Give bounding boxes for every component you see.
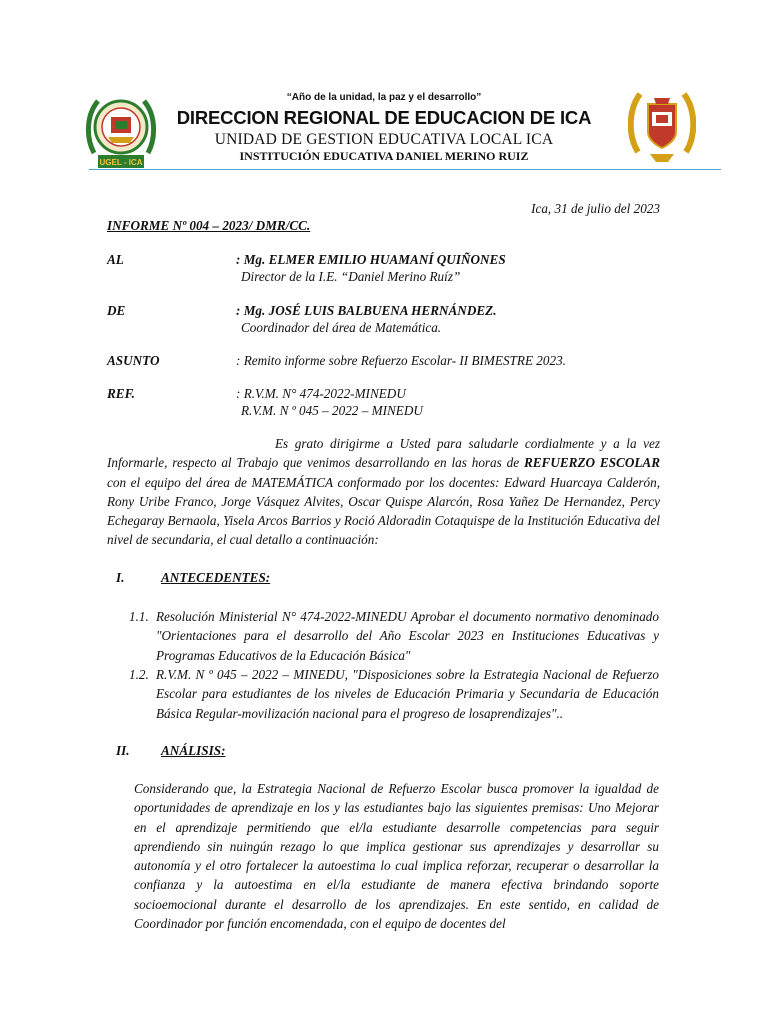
item-1-1-text: Resolución Ministerial N° 474-2022-MINEDU Aprobar el documento normativo denominado "Orientaciones para el desarrollo del Año Escolar 2023 en Instituciones Educativas y Programas Educativos de la Educación Básica" [156, 609, 659, 663]
analysis-paragraph: Considerando que, la Estrategia Nacional de Refuerzo Escolar busca promover la igualdad de oportunidades de aprendizaje en los y las estudiantes bajo las siguientes premisas: Uno Mejorar en el aprendizaje permitiendo que el/la estudiante desarrolle competencias para seguir aprendiendo sin nuingún rezago lo que implica gestionar sus aprendizajes y desarrollar su autonomía y el otro fortalecer la autoestima lo cual implica reforzar, recuperar o desarrollar la confianza y la autoestima en el/la estudiante de manera efectiva brindando soporte socioemocional durante el desarrollo de los aprendizajes. En este sentido, en calidad de Coordinador por función encomendada, con el equipo de docentes del [134, 781, 659, 932]
header-ugel: UNIDAD DE GESTION EDUCATIVA LOCAL ICA [214, 131, 554, 148]
intro-highlight: REFUERZO ESCOLAR [523, 455, 660, 471]
section-1-title: ANTECEDENTES: [161, 570, 271, 585]
from-name: : Mg. JOSÉ LUIS BALBUENA HERNÁNDEZ. [236, 303, 497, 318]
ref-line-2: R.V.M. N º 045 – 2022 – MINEDU [241, 403, 423, 418]
header-title: DIRECCION REGIONAL DE EDUCACION DE ICA [176, 107, 592, 128]
section-2-title: ANÁLISIS: [161, 743, 226, 758]
subject-text: : Remito informe sobre Refuerzo Escolar- II BIMESTRE 2023. [236, 353, 566, 368]
to-name: : Mg. ELMER EMILIO HUAMANÍ QUIÑONES [236, 252, 506, 267]
document-date: Ica, 31 de julio del 2023 [531, 201, 660, 216]
section-2-number: II. [116, 743, 130, 758]
to-role: Director de la I.E. “Daniel Merino Ruíz” [241, 269, 461, 284]
subject-label: ASUNTO [107, 353, 160, 368]
section-1-number: I. [116, 570, 125, 585]
ref-label: REF. [107, 386, 135, 401]
header-divider [89, 169, 721, 170]
intro-paragraph [107, 434, 660, 550]
item-1-1-number: 1.1. [129, 609, 149, 624]
report-number: INFORME Nº 004 – 2023/ DMR/CC. [107, 218, 311, 233]
header-school: INSTITUCIÓN EDUCATIVA DANIEL MERINO RUIZ [239, 149, 529, 163]
intro-text-a: Es grato dirigirme a Usted para saludarle cordialmente y a la vez Informarle, respecto al Trabajo que venimos desarrollando en las horas de [107, 436, 660, 471]
item-1-2-number: 1.2. [129, 667, 149, 682]
to-label: AL [107, 252, 124, 267]
intro-text-c: con el equipo del área de MATEMÁTICA conformado por los docentes: Edward Huarcaya Calderón, Rony Uribe Franco, Jorge Vásquez Alvites, Oscar Quispe Alarcón, Rosa Yañez De Hernandez, Percy Echegaray Bernaola, Yisela Arcos Barrios y Roció Aldoradin Cotaquispe de la Institución Educativa del nivel de secundaria, el cual detallo a continuación: [107, 474, 660, 548]
ugel-logo-text: UGEL - ICA [99, 158, 143, 167]
from-label: DE [107, 303, 126, 318]
ref-line-1: : R.V.M. N° 474-2022-MINEDU [236, 386, 406, 401]
item-1-2-text: R.V.M. N º 045 – 2022 – MINEDU, "Disposiciones sobre la Estrategia Nacional de Refuerzo Escolar para estudiantes de los niveles de Educación Primaria y Secundaria de Educación Básica Regular-movilización nacional para el progreso de losaprendizajes".. [156, 667, 659, 721]
header-motto: “Año de la unidad, la paz y el desarrollo” [286, 92, 482, 103]
from-role: Coordinador del área de Matemática. [241, 320, 442, 335]
